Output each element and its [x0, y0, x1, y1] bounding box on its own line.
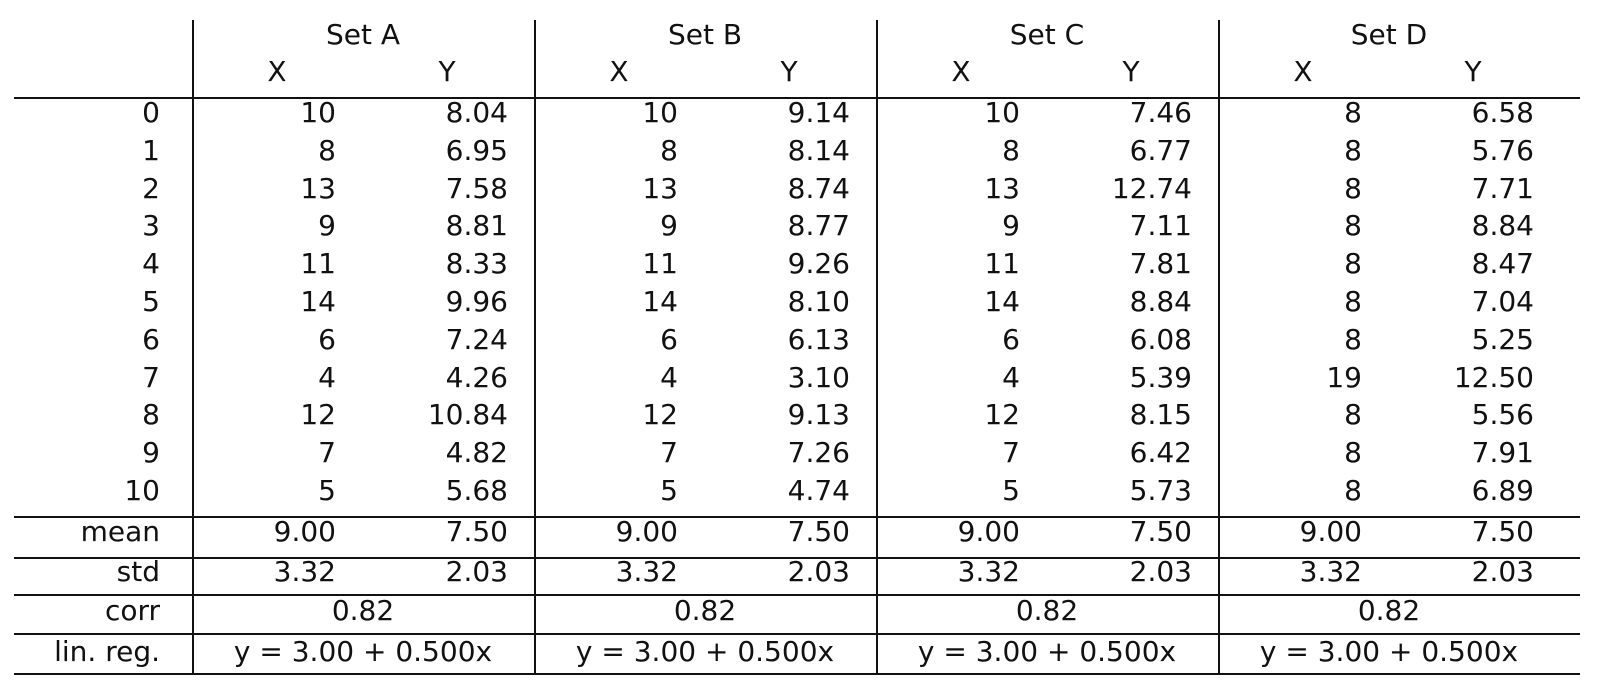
table-cell-y: 6.89: [1471, 474, 1534, 507]
table-cell-x: 8: [1344, 398, 1362, 431]
vertical-rule: [192, 20, 194, 675]
table-cell-x: 11: [984, 247, 1020, 280]
stat-label: mean: [80, 515, 160, 548]
table-cell-y: 6.58: [1471, 96, 1534, 129]
stat-cell-x: 9.00: [957, 515, 1020, 548]
stat-cell-y: 2.03: [787, 555, 850, 588]
table-cell-y: 7.26: [787, 436, 850, 469]
stat-cell-x: 9.00: [1299, 515, 1362, 548]
stat-cell-x: 3.32: [1299, 555, 1362, 588]
table-cell-x: 8: [1344, 247, 1362, 280]
table-cell-y: 9.26: [787, 247, 850, 280]
table-cell-y: 9.96: [445, 285, 508, 318]
table-cell-y: 8.33: [445, 247, 508, 280]
table-cell-x: 12: [642, 398, 678, 431]
table-cell-x: 4: [1002, 361, 1020, 394]
row-index: 4: [142, 247, 160, 280]
table-cell-y: 7.11: [1129, 209, 1192, 242]
table-cell-y: 8.15: [1129, 398, 1192, 431]
table-cell-y: 4.74: [787, 474, 850, 507]
table-cell-x: 14: [984, 285, 1020, 318]
linreg-cell: y = 3.00 + 0.500x: [233, 635, 493, 668]
table-cell-y: 7.04: [1471, 285, 1534, 318]
column-header-x: X: [609, 55, 629, 88]
table-cell-y: 9.13: [787, 398, 850, 431]
stat-cell-y: 7.50: [1129, 515, 1192, 548]
table-cell-x: 4: [660, 361, 678, 394]
table-cell-y: 12.74: [1111, 172, 1192, 205]
table-cell-y: 6.13: [787, 323, 850, 356]
table-cell-y: 8.74: [787, 172, 850, 205]
row-index: 10: [124, 474, 160, 507]
table-cell-y: 8.04: [445, 96, 508, 129]
table-cell-x: 12: [984, 398, 1020, 431]
stat-cell-y: 2.03: [1129, 555, 1192, 588]
stat-cell-x: 9.00: [273, 515, 336, 548]
table-cell-x: 13: [984, 172, 1020, 205]
row-index: 3: [142, 209, 160, 242]
row-index: 6: [142, 323, 160, 356]
row-index: 1: [142, 134, 160, 167]
column-header-y: Y: [438, 55, 456, 88]
table-cell-x: 8: [1344, 285, 1362, 318]
vertical-rule: [534, 20, 536, 675]
column-header-x: X: [267, 55, 287, 88]
table-cell-y: 5.39: [1129, 361, 1192, 394]
table-cell-y: 7.71: [1471, 172, 1534, 205]
table-cell-x: 8: [1344, 323, 1362, 356]
set-header: Set C: [1009, 18, 1085, 51]
table-cell-x: 14: [300, 285, 336, 318]
set-header: Set D: [1350, 18, 1428, 51]
table-cell-y: 5.76: [1471, 134, 1534, 167]
table-cell-y: 8.14: [787, 134, 850, 167]
table-cell-y: 8.47: [1471, 247, 1534, 280]
table-cell-y: 5.56: [1471, 398, 1534, 431]
table-cell-y: 8.84: [1471, 209, 1534, 242]
table-cell-x: 9: [318, 209, 336, 242]
column-header-y: Y: [1122, 55, 1140, 88]
corr-cell: 0.82: [331, 594, 395, 627]
table-cell-x: 11: [300, 247, 336, 280]
row-index: 8: [142, 398, 160, 431]
table-cell-y: 7.58: [445, 172, 508, 205]
stat-cell-y: 7.50: [1471, 515, 1534, 548]
table-cell-x: 10: [984, 96, 1020, 129]
stat-label: std: [116, 555, 160, 588]
table-cell-x: 5: [1002, 474, 1020, 507]
table-cell-y: 6.77: [1129, 134, 1192, 167]
stat-cell-y: 2.03: [445, 555, 508, 588]
linreg-cell: y = 3.00 + 0.500x: [1259, 635, 1519, 668]
table-cell-y: 4.26: [445, 361, 508, 394]
table-cell-x: 13: [642, 172, 678, 205]
table-cell-x: 9: [660, 209, 678, 242]
stat-cell-x: 3.32: [273, 555, 336, 588]
stat-cell-x: 9.00: [615, 515, 678, 548]
table-cell-x: 11: [642, 247, 678, 280]
vertical-rule: [876, 20, 878, 675]
table-cell-y: 7.91: [1471, 436, 1534, 469]
table-cell-x: 8: [1344, 96, 1362, 129]
row-index: 0: [142, 96, 160, 129]
table-cell-y: 8.84: [1129, 285, 1192, 318]
table-cell-y: 8.77: [787, 209, 850, 242]
table-cell-x: 10: [642, 96, 678, 129]
table-cell-x: 9: [1002, 209, 1020, 242]
table-cell-x: 14: [642, 285, 678, 318]
table-cell-x: 8: [1002, 134, 1020, 167]
table-cell-y: 10.84: [427, 398, 508, 431]
table-cell-x: 4: [318, 361, 336, 394]
table-cell-x: 6: [1002, 323, 1020, 356]
table-cell-x: 8: [1344, 134, 1362, 167]
stat-cell-y: 2.03: [1471, 555, 1534, 588]
table-cell-x: 8: [1344, 474, 1362, 507]
set-header: Set B: [667, 18, 743, 51]
table-cell-y: 3.10: [787, 361, 850, 394]
table-cell-y: 8.81: [445, 209, 508, 242]
table-cell-y: 4.82: [445, 436, 508, 469]
table-cell-y: 8.10: [787, 285, 850, 318]
linreg-cell: y = 3.00 + 0.500x: [917, 635, 1177, 668]
table-cell-y: 5.73: [1129, 474, 1192, 507]
table-cell-x: 12: [300, 398, 336, 431]
row-index: 7: [142, 361, 160, 394]
column-header-y: Y: [780, 55, 798, 88]
table-cell-x: 8: [318, 134, 336, 167]
stat-cell-y: 7.50: [787, 515, 850, 548]
stat-cell-y: 7.50: [445, 515, 508, 548]
row-index: 2: [142, 172, 160, 205]
table-cell-x: 5: [318, 474, 336, 507]
table-cell-x: 8: [1344, 209, 1362, 242]
row-index: 9: [142, 436, 160, 469]
table-cell-x: 19: [1326, 361, 1362, 394]
stat-cell-x: 3.32: [957, 555, 1020, 588]
table-cell-y: 5.68: [445, 474, 508, 507]
table-cell-x: 7: [318, 436, 336, 469]
column-header-x: X: [1293, 55, 1313, 88]
table-cell-x: 6: [318, 323, 336, 356]
table-cell-y: 5.25: [1471, 323, 1534, 356]
table-cell-y: 6.95: [445, 134, 508, 167]
table-cell-x: 8: [1344, 172, 1362, 205]
table-cell-y: 6.42: [1129, 436, 1192, 469]
table-cell-x: 8: [660, 134, 678, 167]
table-cell-x: 5: [660, 474, 678, 507]
column-header-y: Y: [1464, 55, 1482, 88]
table-cell-y: 12.50: [1453, 361, 1534, 394]
table-cell-y: 7.81: [1129, 247, 1192, 280]
vertical-rule: [1218, 20, 1220, 675]
horizontal-rule: [14, 673, 1580, 675]
stat-cell-x: 3.32: [615, 555, 678, 588]
table-cell-y: 7.46: [1129, 96, 1192, 129]
table-cell-x: 6: [660, 323, 678, 356]
table-cell-x: 8: [1344, 436, 1362, 469]
table-cell-x: 7: [660, 436, 678, 469]
table-cell-y: 9.14: [787, 96, 850, 129]
set-header: Set A: [325, 18, 401, 51]
row-index: 5: [142, 285, 160, 318]
corr-cell: 0.82: [1357, 594, 1421, 627]
corr-cell: 0.82: [673, 594, 737, 627]
linreg-cell: y = 3.00 + 0.500x: [575, 635, 835, 668]
table-cell-x: 7: [1002, 436, 1020, 469]
stat-label: corr: [104, 594, 160, 627]
table-cell-y: 6.08: [1129, 323, 1192, 356]
stat-label: lin. reg.: [54, 635, 160, 668]
table-cell-x: 10: [300, 96, 336, 129]
table-cell-y: 7.24: [445, 323, 508, 356]
table-cell-x: 13: [300, 172, 336, 205]
column-header-x: X: [951, 55, 971, 88]
corr-cell: 0.82: [1015, 594, 1079, 627]
